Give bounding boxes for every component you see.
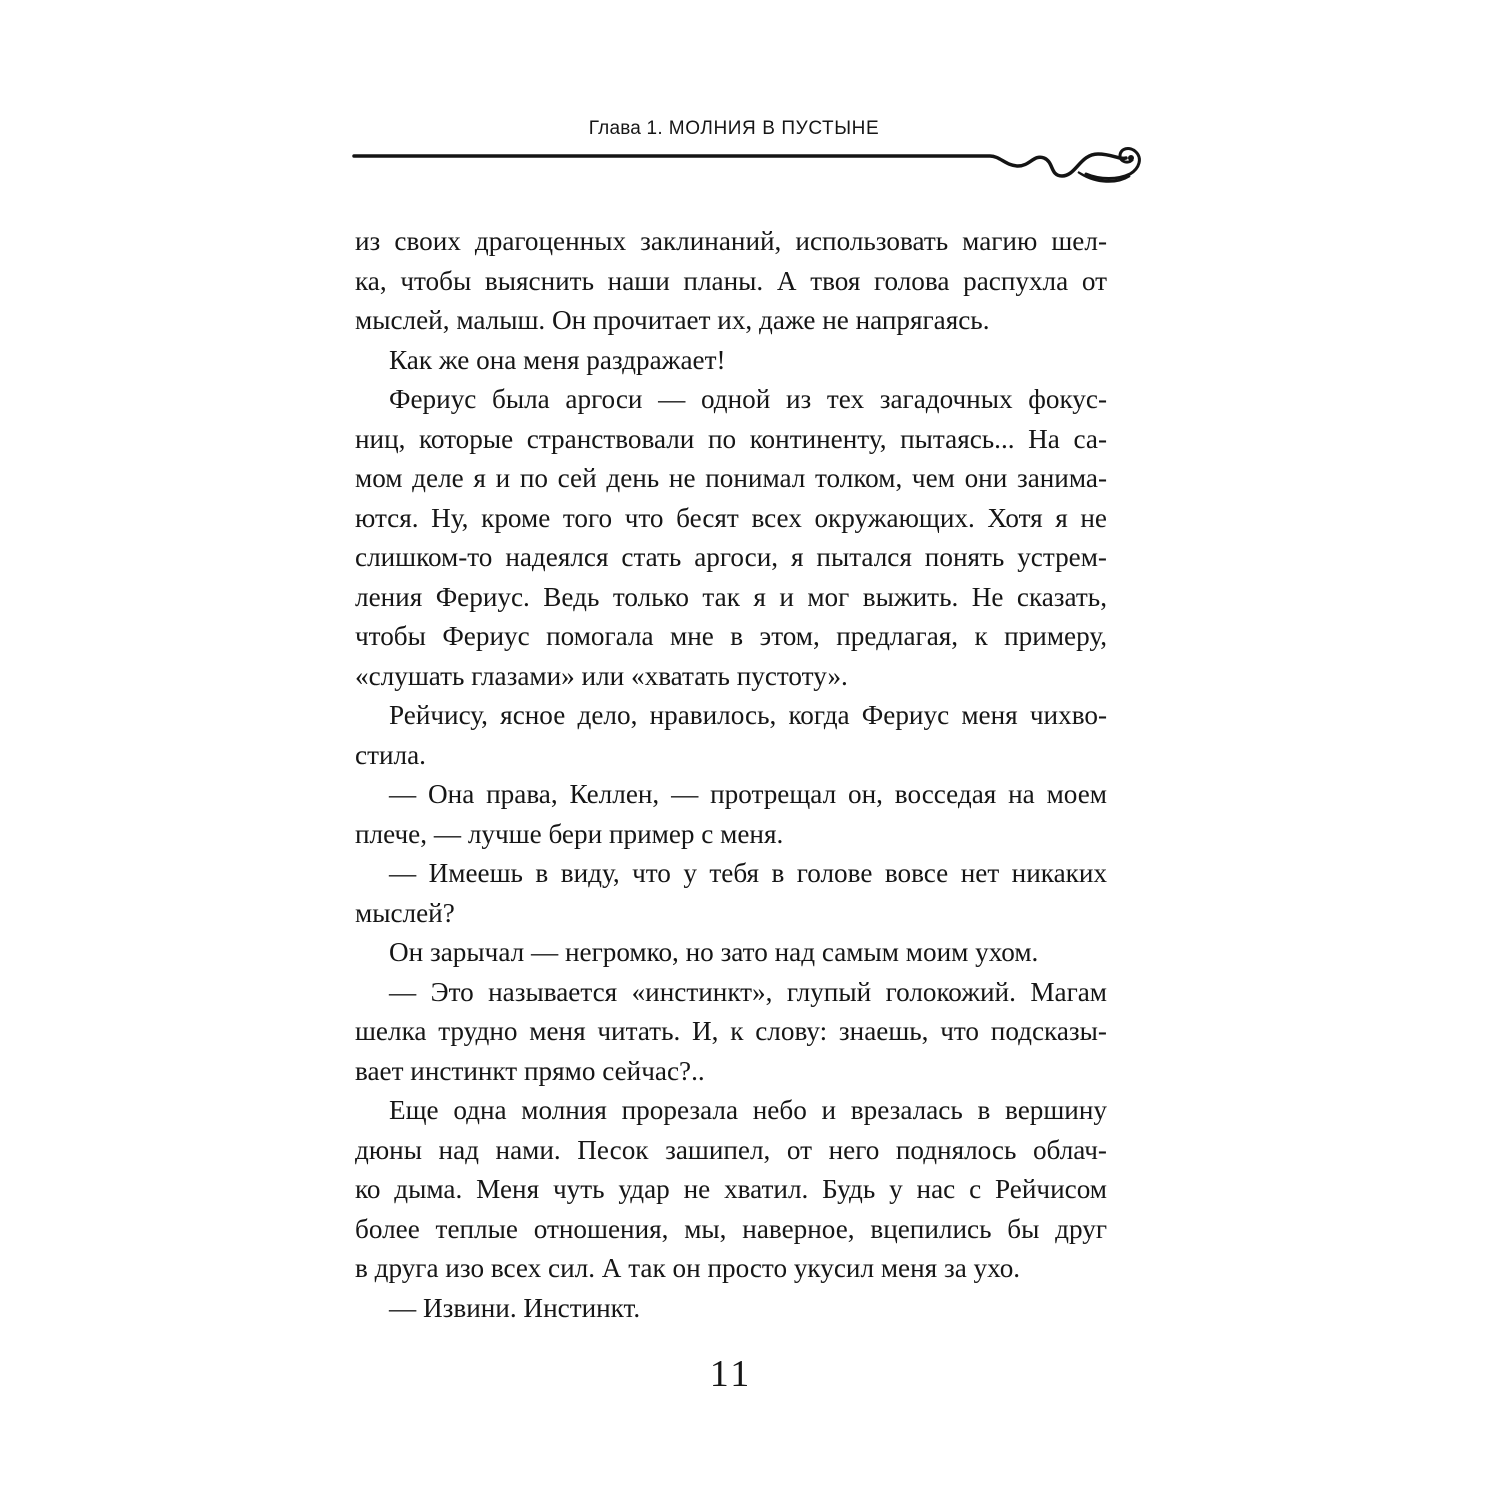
text-line: — Это называется «инстинкт», глупый голокожий. Магам [389, 976, 1107, 1007]
text-line: слишком-то надеялся стать аргоси, я пытался понять устрем- [355, 542, 1107, 572]
text-line: мом деле я и по сей день не понимал толком, чем они занима- [355, 463, 1107, 493]
text-line: более теплые отношения, мы, наверное, вцепились бы друг [355, 1213, 1107, 1244]
text-line: ка, чтобы выяснить наши планы. А твоя голова распухла от [355, 265, 1107, 296]
text-line: Как же она меня раздражает! [389, 344, 726, 375]
text-line: Фериус была аргоси — одной из тех загадочных фокус- [389, 384, 1107, 414]
text-line: — Она права, Келлен, — протрещал он, восседая на моем [389, 779, 1107, 809]
text-line: чтобы Фериус помогала мне в этом, предлагая, к примеру, [355, 621, 1107, 651]
text-line: «слушать глазами» или «хватать пустоту». [355, 660, 848, 691]
body-text [355, 222, 1107, 1328]
text-line: шелка трудно меня читать. И, к слову: знаешь, что подсказы- [355, 1016, 1107, 1046]
text-line: — Извини. Инстинкт. [389, 1292, 641, 1323]
text-line: ются. Ну, кроме того что бесят всех окружающих. Хотя я не [355, 502, 1107, 533]
page-number: 11 [709, 1353, 753, 1395]
swash-rule-ornament-icon [350, 136, 1150, 206]
text-line: ко дыма. Меня чуть удар не хватил. Будь у нас с Рейчисом [355, 1174, 1107, 1204]
text-line: Еще одна молния прорезала небо и врезалась в вершину [389, 1095, 1107, 1125]
text-line: мыслей, малыш. Он прочитает их, даже не напрягаясь. [355, 305, 990, 335]
text-line: вает инстинкт прямо сейчас?.. [355, 1055, 705, 1086]
text-line: ления Фериус. Ведь только так я и мог выжить. Не сказать, [355, 581, 1107, 612]
chapter-title: МОЛНИЯ В ПУСТЫНЕ [668, 118, 880, 139]
chapter-label: Глава 1. [588, 118, 663, 139]
text-line: дюны над нами. Песок зашипел, от него поднялось облач- [355, 1134, 1107, 1165]
text-line: мыслей? [355, 897, 455, 928]
text-line: Он зарычал — негромко, но зато над самым моим ухом. [389, 937, 1039, 967]
text-line: ниц, которые странствовали по континенту, пытаясь... На са- [355, 423, 1107, 454]
text-line: стила. [355, 739, 426, 770]
text-line: — Имеешь в виду, что у тебя в голове вовсе нет никаких [389, 858, 1107, 888]
text-line: Рейчису, ясное дело, нравилось, когда Фериус меня чихво- [389, 700, 1107, 730]
text-line: в друга изо всех сил. А так он просто укусил меня за ухо. [355, 1253, 1021, 1283]
text-line: из своих драгоценных заклинаний, использовать магию шел- [355, 226, 1107, 256]
text-line: плече, — лучше бери пример с меня. [355, 818, 784, 849]
